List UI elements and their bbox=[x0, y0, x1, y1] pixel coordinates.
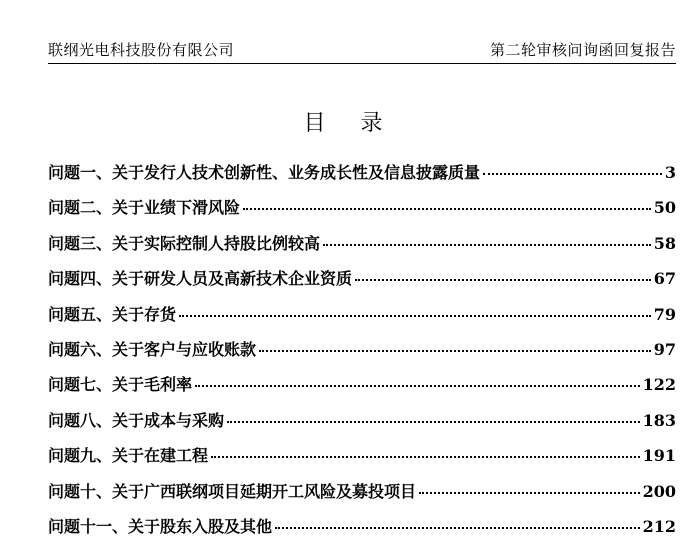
toc-entry-1[interactable] bbox=[48, 160, 676, 195]
toc-entry-6[interactable] bbox=[48, 337, 676, 372]
toc-leader-dots bbox=[275, 527, 640, 529]
toc-entry-page: 122 bbox=[642, 375, 676, 395]
toc-entry-7[interactable] bbox=[48, 372, 676, 407]
toc-leader-dots bbox=[323, 244, 651, 246]
toc-entry-page: 58 bbox=[653, 233, 676, 253]
toc-entry-label: 问题十、关于广西联纲项目延期开工风险及募投项目 bbox=[48, 481, 417, 501]
toc-leader-dots bbox=[243, 208, 651, 210]
toc-leader-dots bbox=[211, 456, 640, 458]
toc-entry-page: 212 bbox=[642, 516, 676, 536]
toc-entry-4[interactable] bbox=[48, 266, 676, 301]
toc-entry-11[interactable] bbox=[48, 514, 676, 549]
toc-entry-page: 191 bbox=[642, 446, 676, 466]
toc-entry-label: 问题三、关于实际控制人持股比例较高 bbox=[48, 233, 321, 253]
toc-entry-label: 问题七、关于毛利率 bbox=[48, 375, 193, 395]
toc-entry-page: 3 bbox=[664, 163, 676, 182]
toc-leader-dots bbox=[227, 421, 640, 423]
toc-entry-label: 问题五、关于存货 bbox=[48, 304, 177, 324]
page-header bbox=[48, 38, 676, 64]
toc-entry-label: 问题十一、关于股东入股及其他 bbox=[48, 516, 273, 536]
toc-entry-5[interactable] bbox=[48, 302, 676, 337]
toc-leader-dots bbox=[179, 315, 651, 317]
toc-entry-page: 97 bbox=[653, 339, 676, 359]
toc-leader-dots bbox=[355, 279, 651, 281]
toc-entry-label: 问题一、关于发行人技术创新性、业务成长性及信息披露质量 bbox=[48, 163, 481, 182]
toc-entry-label: 问题二、关于业绩下滑风险 bbox=[48, 198, 241, 218]
toc-entry-page: 67 bbox=[653, 269, 676, 289]
toc-entry-8[interactable] bbox=[48, 408, 676, 443]
toc-entry-page: 79 bbox=[653, 304, 676, 324]
table-of-contents bbox=[48, 160, 676, 549]
toc-leader-dots bbox=[483, 173, 662, 175]
toc-entry-10[interactable] bbox=[48, 479, 676, 514]
toc-entry-3[interactable] bbox=[48, 231, 676, 266]
toc-entry-label: 问题八、关于成本与采购 bbox=[48, 410, 225, 430]
toc-entry-9[interactable] bbox=[48, 443, 676, 478]
toc-entry-page: 50 bbox=[653, 198, 676, 218]
toc-entry-label: 问题九、关于在建工程 bbox=[48, 446, 209, 466]
toc-leader-dots bbox=[195, 385, 640, 387]
toc-title: 目 录 bbox=[303, 111, 397, 136]
toc-leader-dots bbox=[419, 492, 640, 494]
toc-entry-2[interactable] bbox=[48, 195, 676, 230]
toc-entry-label: 问题四、关于研发人员及高新技术企业资质 bbox=[48, 269, 353, 289]
header-report-title: 第二轮审核问询函回复报告 bbox=[489, 41, 676, 59]
toc-leader-dots bbox=[259, 350, 651, 352]
toc-entry-label: 问题六、关于客户与应收账款 bbox=[48, 339, 257, 359]
header-company-name: 联纲光电科技股份有限公司 bbox=[48, 41, 235, 59]
toc-entry-page: 200 bbox=[642, 481, 676, 501]
toc-entry-page: 183 bbox=[642, 410, 676, 430]
